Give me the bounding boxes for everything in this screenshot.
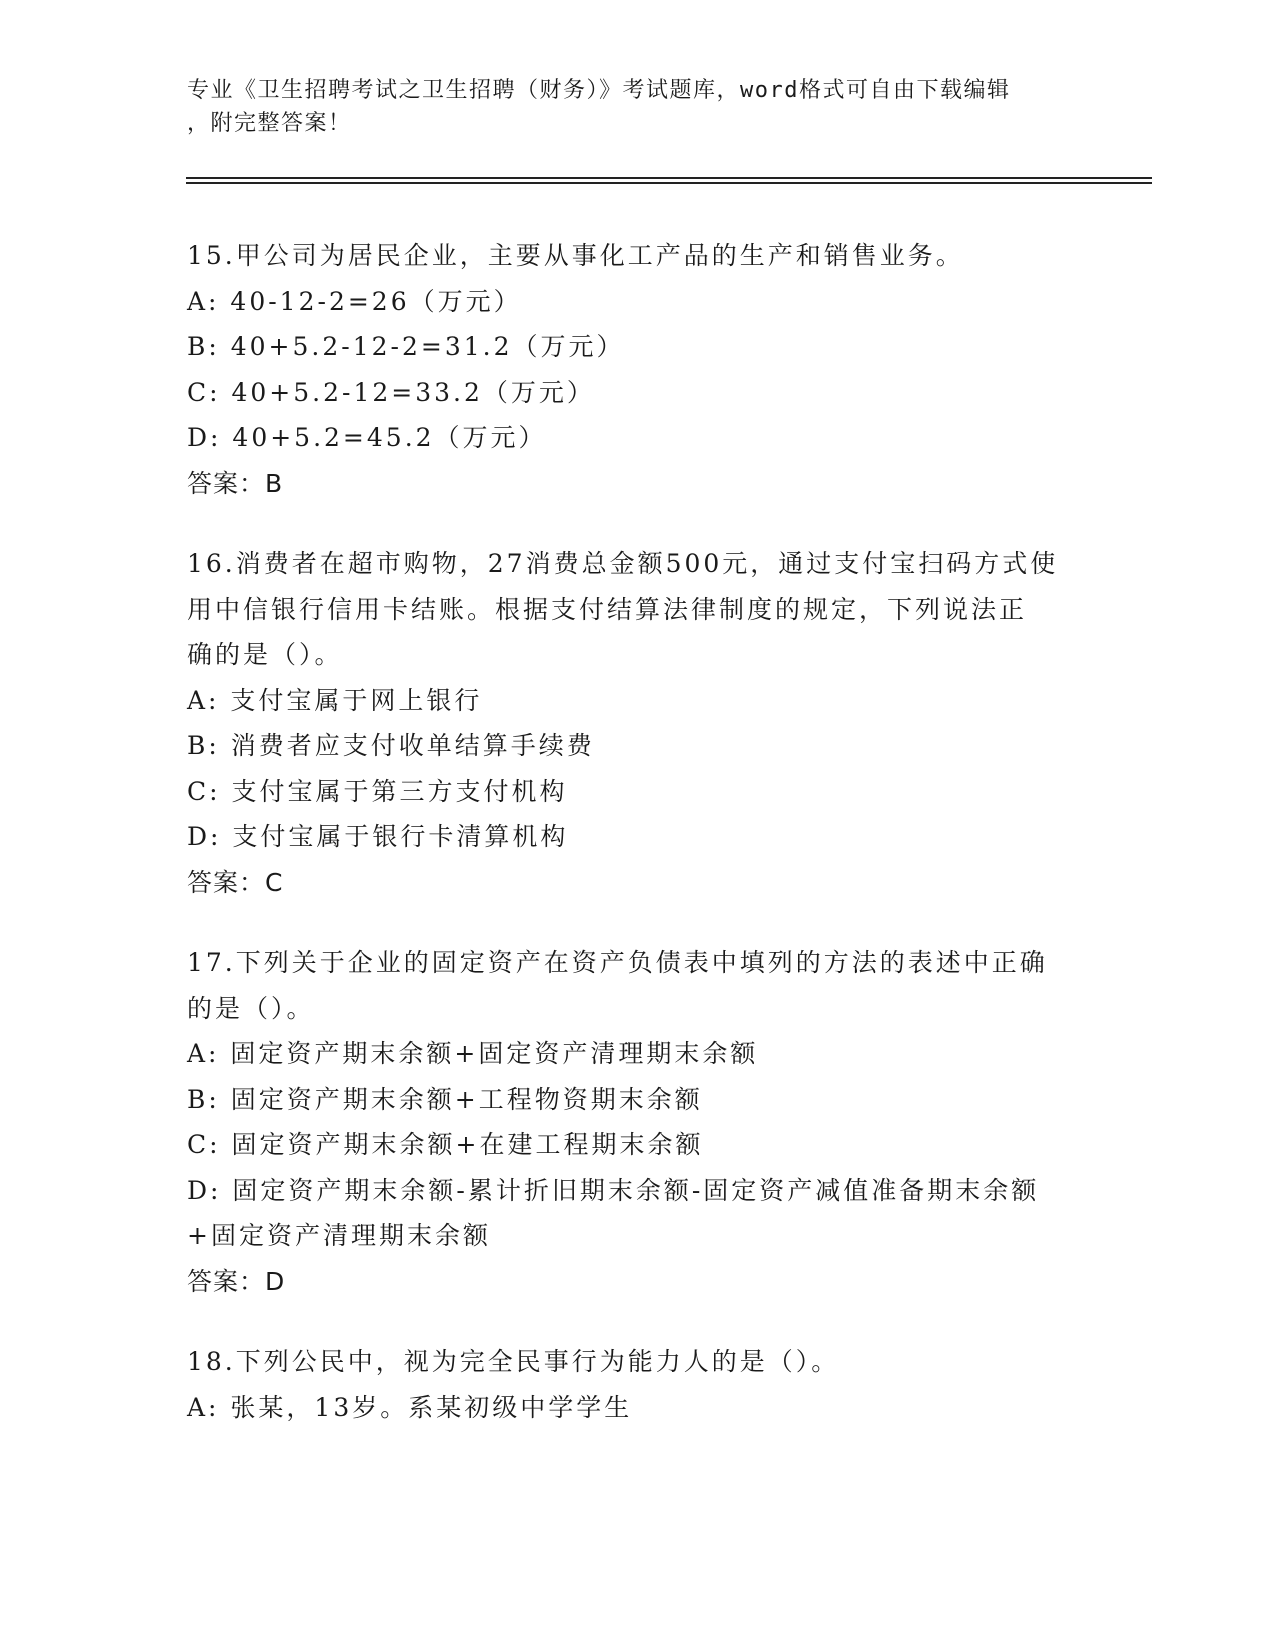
option-c: C: 固定资产期末余额+在建工程期末余额 bbox=[187, 1130, 704, 1159]
question-text: 17.下列关于企业的固定资产在资产负债表中填列的方法的表述中正确 bbox=[187, 948, 1048, 977]
option-a: A: 固定资产期末余额+固定资产清理期末余额 bbox=[187, 1039, 759, 1068]
answer: 答案：D bbox=[187, 1266, 286, 1296]
question-17 bbox=[187, 940, 1087, 1304]
header-divider-bottom bbox=[186, 182, 1152, 184]
option-c: C: 40+5.2-12=33.2（万元） bbox=[187, 377, 595, 407]
question-text: 16.消费者在超市购物，27消费总金额500元，通过支付宝扫码方式使 bbox=[187, 549, 1059, 578]
header-line-1: 专业《卫生招聘考试之卫生招聘（财务）》考试题库，word格式可自由下载编辑 bbox=[187, 78, 1011, 103]
answer: 答案：C bbox=[187, 867, 284, 897]
header-divider-top bbox=[186, 177, 1152, 179]
option-d-continued: +固定资产清理期末余额 bbox=[187, 1221, 491, 1250]
option-b: B: 40+5.2-12-2=31.2（万元） bbox=[187, 332, 625, 361]
option-a: A: 张某，13岁。系某初级中学学生 bbox=[187, 1392, 633, 1422]
question-list bbox=[187, 233, 1087, 1465]
option-b: B: 固定资产期末余额+工程物资期末余额 bbox=[187, 1084, 703, 1114]
option-d: D: 支付宝属于银行卡清算机构 bbox=[187, 822, 569, 851]
option-b: B: 消费者应支付收单结算手续费 bbox=[187, 731, 595, 760]
header-line-2: ，附完整答案！ bbox=[187, 111, 352, 136]
question-15 bbox=[187, 233, 1087, 506]
option-c: C: 支付宝属于第三方支付机构 bbox=[187, 776, 568, 806]
answer: 答案：B bbox=[187, 468, 284, 498]
question-16 bbox=[187, 541, 1087, 905]
option-d: D: 固定资产期末余额-累计折旧期末余额-固定资产减值准备期末余额 bbox=[187, 1175, 1040, 1205]
question-18 bbox=[187, 1339, 1087, 1430]
option-d: D: 40+5.2=45.2（万元） bbox=[187, 423, 547, 452]
question-text: 18.下列公民中，视为完全民事行为能力人的是（）。 bbox=[187, 1347, 840, 1376]
option-a: A: 支付宝属于网上银行 bbox=[187, 685, 483, 715]
question-text: 确的是（）。 bbox=[187, 640, 343, 669]
question-text: 15.甲公司为居民企业，主要从事化工产品的生产和销售业务。 bbox=[187, 241, 964, 270]
question-text: 的是（）。 bbox=[187, 993, 315, 1023]
question-text: 用中信银行信用卡结账。根据支付结算法律制度的规定，下列说法正 bbox=[187, 594, 1028, 624]
document-header bbox=[187, 74, 1067, 140]
option-a: A: 40-12-2=26（万元） bbox=[187, 286, 522, 316]
